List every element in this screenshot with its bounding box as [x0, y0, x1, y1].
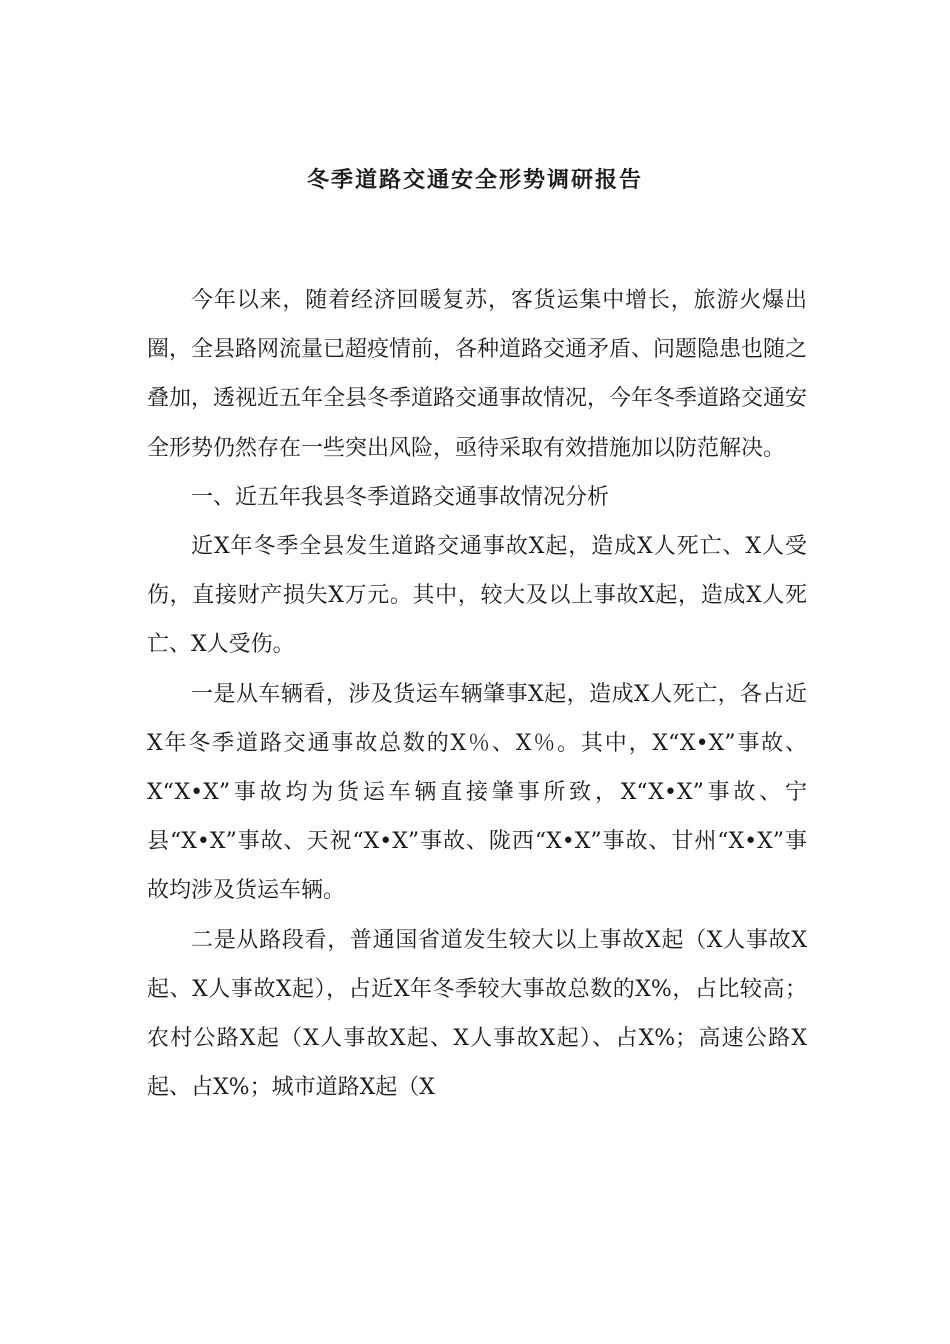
paragraph-road-sections: 二是从路段看，普通国省道发生较大以上事故X起（X人事故X起、X人事故X起），占近X年冬季较大事故总数的X%，占比较高；农村公路X起（X人事故X起、X人事故X起）、占X%；高速公路X起、占X%；城市道路X起（X — [147, 927, 807, 1101]
paragraph-overview: 近X年冬季全县发生道路交通事故X起，造成X人死亡、X人受伤，直接财产损失X万元。其中，较大及以上事故X起，造成X人死亡、X人受伤。 — [147, 534, 807, 658]
paragraph-vehicles: 一是从车辆看，涉及货运车辆肇事X起，造成X人死亡，各占近X年冬季道路交通事故总数的X％、X％。其中，X“X•X”事故、X“X•X”事故均为货运车辆直接肇事所致，X“X•X”事故、宁县“X•X”事故、天祝“X•X”事故、陇西“X•X”事故、甘州“X•X”事故均涉及货运车辆。 — [147, 681, 807, 904]
paragraph-intro: 今年以来，随着经济回暖复苏，客货运集中增长，旅游火爆出圈，全县路网流量已超疫情前，各种道路交通矛盾、问题隐患也随之叠加，透视近五年全县冬季道路交通事故情况，今年冬季道路交通安全形势仍然存在一些突出风险，亟待采取有效措施加以防范解决。 — [147, 288, 808, 461]
document-body — [147, 276, 807, 1112]
section-heading-1: 一、近五年我县冬季道路交通事故情况分析 — [191, 484, 610, 510]
document-title: 冬季道路交通安全形势调研报告 — [306, 167, 643, 193]
